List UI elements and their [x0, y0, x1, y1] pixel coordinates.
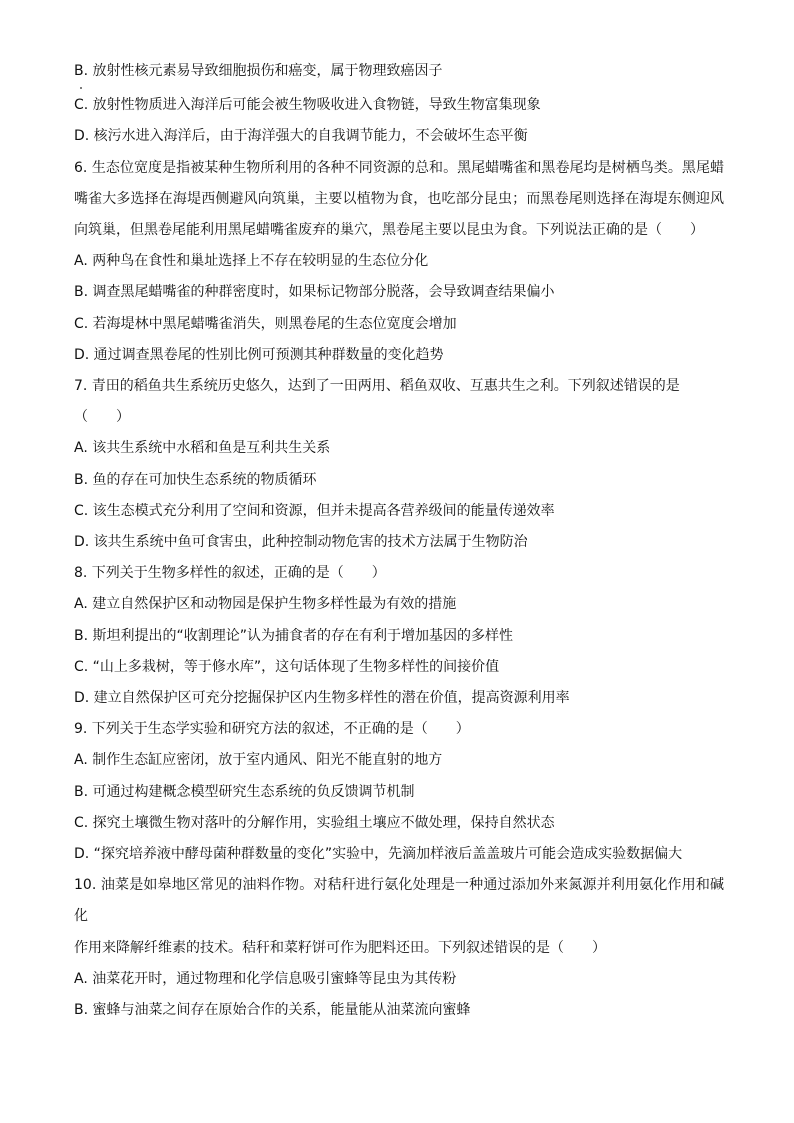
option-c-q8: C. “山上多栽树，等于修水库”，这句话体现了生物多样性的间接价值 [74, 658, 500, 675]
option-a-q10: A. 油菜花开时，通过物理和化学信息吸引蜜蜂等昆虫为其传粉 [74, 970, 457, 987]
option-c-q5: C. 放射性物质进入海洋后可能会被生物吸收进入食物链，导致生物富集现象 [74, 97, 541, 114]
option-c-q6: C. 若海堤林中黑尾蜡嘴雀消失，则黑卷尾的生态位宽度会增加 [74, 315, 457, 332]
document-page [74, 56, 724, 1026]
option-b-q6: B. 调查黑尾蜡嘴雀的种群密度时，如果标记物部分脱落，会导致调查结果偏小 [74, 284, 555, 301]
question-9: 9. 下列关于生态学实验和研究方法的叙述，不正确的是（ ） [74, 721, 470, 738]
option-c-q9: C. 探究土壤微生物对落叶的分解作用，实验组土壤应不做处理，保持自然状态 [74, 814, 555, 831]
option-b-q9: B. 可通过构建概念模型研究生态系统的负反馈调节机制 [74, 783, 415, 800]
question-10-line-2: 作用来降解纤维素的技术。秸秆和菜籽饼可作为肥料还田。下列叙述错误的是（ ） [74, 939, 606, 956]
option-d-q9: D. “探究培养液中酵母菌种群数量的变化”实验中，先滴加样液后盖盖玻片可能会造成实验数据偏大 [74, 846, 683, 863]
option-a-q9: A. 制作生态缸应密闭，放于室内通风、阳光不能直射的地方 [74, 752, 443, 769]
option-b-q8: B. 斯坦利提出的“收割理论”认为捕食者的存在有利于增加基因的多样性 [74, 627, 514, 644]
option-d-q8: D. 建立自然保护区可充分挖掘保护区内生物多样性的潜在价值，提高资源利用率 [74, 690, 570, 707]
option-b-q5: B. 放射性核元素易导致细胞损伤和癌变，属于物理致癌因子 [74, 63, 443, 79]
option-a-q6: A. 两种鸟在食性和巢址选择上不存在较明显的生态位分化 [74, 253, 429, 270]
option-d-q7: D. 该共生系统中鱼可食害虫，此种控制动物危害的技术方法属于生物防治 [74, 534, 528, 551]
option-d-q5: D. 核污水进入海洋后，由于海洋强大的自我调节能力，不会破坏生态平衡 [74, 128, 528, 145]
question-6-line-2: 嘴雀大多选择在海堤西侧避风向筑巢，主要以植物为食，也吃部分昆虫；而黑卷尾则选择在海堤东侧迎风 [74, 190, 724, 207]
question-6-line-3: 向筑巢，但黑卷尾能利用黑尾蜡嘴雀废弃的巢穴，黑卷尾主要以昆虫为食。下列说法正确的是（ ） [74, 222, 704, 239]
question-10-line-1: 10. 油菜是如皋地区常见的油料作物。对秸秆进行氨化处理是一种通过添加外来氮源并利用氨化作用和碱化 [74, 877, 724, 925]
option-b-q10: B. 蜜蜂与油菜之间存在原始合作的关系，能量能从油菜流向蜜蜂 [74, 1002, 471, 1019]
option-d-q6: D. 通过调查黑卷尾的性别比例可预测其种群数量的变化趋势 [74, 346, 444, 363]
question-7-line-2: （ ） [74, 409, 130, 426]
option-a-q8: A. 建立自然保护区和动物园是保护生物多样性最为有效的措施 [74, 596, 457, 613]
option-a-q7: A. 该共生系统中水稻和鱼是互利共生关系 [74, 440, 331, 457]
option-c-q7: C. 该生态模式充分利用了空间和资源，但并未提高各营养级间的能量传递效率 [74, 502, 555, 519]
question-7-line-1: 7. 青田的稻鱼共生系统历史悠久，达到了一田两用、稻鱼双收、互惠共生之利。下列叙述错误的是 [74, 378, 680, 395]
question-6-line-1: 6. 生态位宽度是指被某种生物所利用的各种不同资源的总和。黑尾蜡嘴雀和黑卷尾均是树栖鸟类。黑尾蜡 [74, 159, 724, 176]
question-8: 8. 下列关于生物多样性的叙述，正确的是（ ） [74, 565, 386, 582]
option-b-q7: B. 鱼的存在可加快生态系统的物质循环 [74, 471, 317, 488]
